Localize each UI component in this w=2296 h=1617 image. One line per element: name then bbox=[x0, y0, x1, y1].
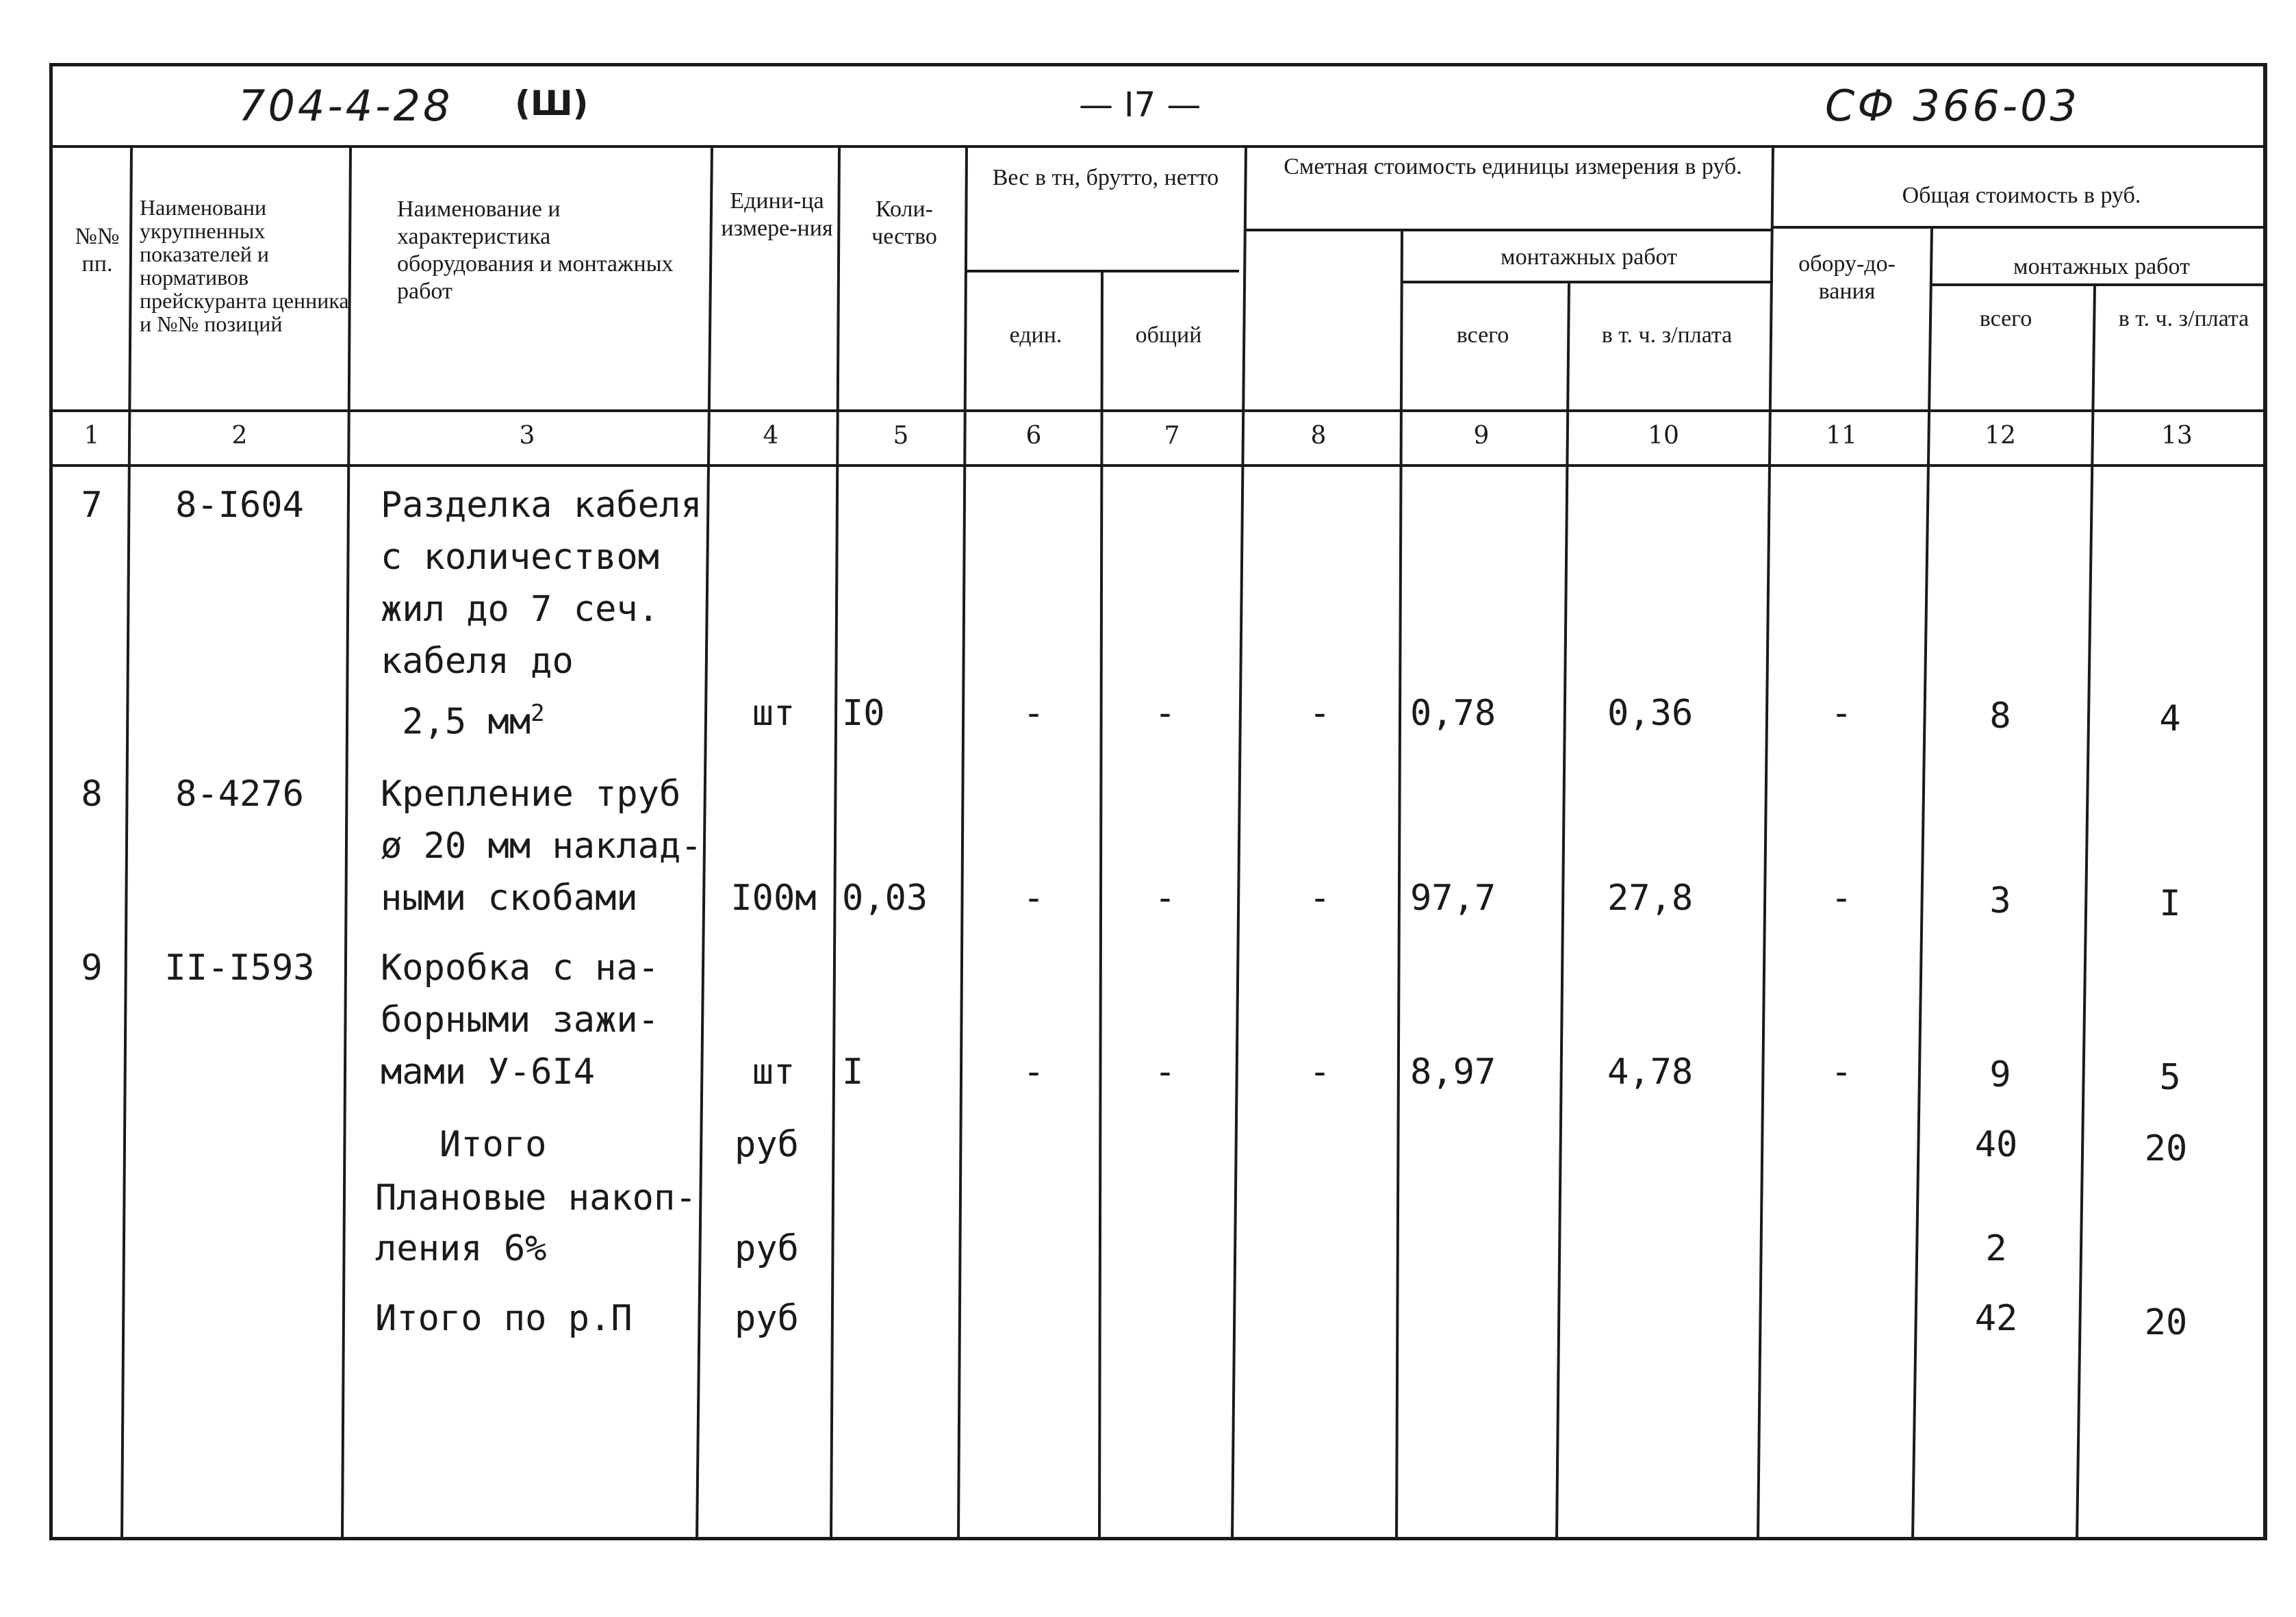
column-number: 8 bbox=[1310, 422, 1327, 450]
row-description-line: Разделка кабеля bbox=[381, 485, 702, 526]
column-number: 4 bbox=[763, 422, 779, 450]
row-weight-unit: - bbox=[1023, 878, 1045, 919]
column-number: 3 bbox=[519, 422, 535, 450]
totals-label: Плановые накоп- bbox=[375, 1177, 697, 1219]
header-weight: Вес в тн, брутто, нетто bbox=[992, 165, 1219, 190]
header-total-mounting-wages: в т. ч. з/плата bbox=[2118, 306, 2249, 331]
row-weight-unit: - bbox=[1023, 693, 1045, 734]
totals-unit: руб bbox=[735, 1228, 799, 1269]
row-description-line: Крепление труб bbox=[381, 774, 681, 815]
row-number: 8 bbox=[81, 774, 103, 815]
header-unit-mounting-wages: в т. ч. з/плата bbox=[1601, 322, 1733, 348]
row-unit: шт bbox=[752, 693, 795, 734]
column-number: 10 bbox=[1648, 422, 1679, 450]
row-code: 8-I604 bbox=[175, 485, 304, 526]
part-label: (Ш) bbox=[515, 84, 589, 123]
totals-mount: 2 bbox=[1985, 1228, 2007, 1269]
row-weight-unit: - bbox=[1023, 1052, 1045, 1093]
row-description-line: кабеля до bbox=[381, 641, 574, 682]
header-quantity: Коли-чество bbox=[871, 196, 937, 249]
header-item-number: №№ пп. bbox=[75, 224, 120, 277]
row-unit-mount-total: 0,78 bbox=[1410, 693, 1496, 734]
row-weight-total: - bbox=[1154, 1052, 1176, 1093]
column-number: 2 bbox=[231, 422, 248, 450]
header-total-mounting: монтажных работ bbox=[2013, 254, 2190, 279]
column-number: 1 bbox=[84, 422, 100, 450]
series-code: 704-4-28 bbox=[238, 81, 453, 131]
row-description-line: жил до 7 сеч. bbox=[381, 589, 659, 630]
totals-mount: 40 bbox=[1974, 1124, 2018, 1165]
row-col8: - bbox=[1309, 693, 1331, 734]
column-number: 11 bbox=[1826, 422, 1857, 450]
row-quantity: 0,03 bbox=[842, 878, 928, 919]
row-unit-mount-total: 97,7 bbox=[1410, 878, 1496, 919]
row-weight-total: - bbox=[1154, 693, 1176, 734]
row-unit: I00м bbox=[730, 878, 817, 919]
page-number: — I7 — bbox=[1079, 85, 1201, 125]
row-quantity: I0 bbox=[842, 693, 885, 734]
column-number: 7 bbox=[1164, 422, 1180, 450]
row-unit-mount-wages: 4,78 bbox=[1607, 1052, 1694, 1093]
row-number: 9 bbox=[81, 947, 103, 989]
row-total-mount: 3 bbox=[1989, 880, 2011, 921]
superscript: 2 bbox=[531, 700, 545, 727]
header-unit-mounting: монтажных работ bbox=[1501, 244, 1677, 270]
column-number: 5 bbox=[893, 422, 909, 450]
totals-unit: руб bbox=[735, 1298, 799, 1339]
row-total-equipment: - bbox=[1831, 878, 1852, 919]
totals-unit: руб bbox=[735, 1124, 799, 1165]
row-code: 8-4276 bbox=[175, 774, 304, 815]
row-total-mount: 8 bbox=[1989, 696, 2011, 737]
row-total-mount-wages: 4 bbox=[2159, 698, 2181, 739]
row-code: II-I593 bbox=[164, 947, 315, 989]
header-total-equipment: обору-до-вания bbox=[1798, 251, 1896, 304]
row-total-equipment: - bbox=[1831, 1052, 1852, 1093]
row-description-line: ø 20 мм наклад- bbox=[381, 826, 702, 867]
totals-label: Итого по р.П bbox=[375, 1298, 633, 1339]
totals-label: ления 6% bbox=[375, 1228, 547, 1269]
totals-label: Итого bbox=[375, 1124, 547, 1165]
row-unit-mount-wages: 27,8 bbox=[1607, 878, 1694, 919]
header-total-cost: Общая стоимость в руб. bbox=[1902, 183, 2141, 208]
row-unit-mount-wages: 0,36 bbox=[1607, 693, 1694, 734]
row-description-line: борными зажи- bbox=[381, 1000, 659, 1041]
column-number: 13 bbox=[2161, 422, 2193, 450]
row-description-line: 2,5 $мм^2$ bbox=[381, 700, 545, 743]
column-number: 12 bbox=[1985, 422, 2016, 450]
totals-mount-wages: 20 bbox=[2144, 1128, 2188, 1169]
row-total-equipment: - bbox=[1831, 693, 1852, 734]
document-code: СФ 366-03 bbox=[1825, 81, 2080, 131]
header-unit: Едини-ца измере-ния bbox=[721, 188, 833, 241]
row-col8: - bbox=[1309, 878, 1331, 919]
column-number: 9 bbox=[1473, 422, 1490, 450]
totals-mount-wages: 20 bbox=[2144, 1302, 2188, 1343]
row-unit-mount-total: 8,97 bbox=[1410, 1052, 1496, 1093]
header-unit-mounting-total: всего bbox=[1456, 322, 1509, 348]
row-description-line: ными скобами bbox=[381, 878, 638, 919]
header-unit-cost: Сметная стоимость единицы измерения в руб. bbox=[1284, 154, 1742, 179]
row-unit: шт bbox=[752, 1052, 795, 1093]
row-col8: - bbox=[1309, 1052, 1331, 1093]
row-description-line: Коробка с на- bbox=[381, 947, 659, 989]
header-indicators: Наименовани укрупненных показателей и нормативов прейскуранта ценника и №№ позиций bbox=[140, 195, 349, 336]
row-description-line: мами У-6I4 bbox=[381, 1052, 596, 1093]
row-number: 7 bbox=[81, 485, 103, 526]
row-total-mount: 9 bbox=[1989, 1054, 2011, 1095]
row-quantity: I bbox=[842, 1052, 864, 1093]
header-total-mounting-total: всего bbox=[1979, 306, 2032, 331]
row-description-line: с количеством bbox=[381, 537, 659, 578]
row-total-mount-wages: 5 bbox=[2159, 1057, 2181, 1098]
row-total-mount-wages: I bbox=[2159, 883, 2181, 924]
totals-mount: 42 bbox=[1974, 1298, 2018, 1339]
header-weight-total: общий bbox=[1135, 322, 1202, 348]
header-description: Наименование и характеристика оборудования и монтажных работ bbox=[397, 196, 674, 304]
row-weight-total: - bbox=[1154, 878, 1176, 919]
column-number: 6 bbox=[1025, 422, 1042, 450]
header-weight-unit: един. bbox=[1009, 322, 1062, 348]
